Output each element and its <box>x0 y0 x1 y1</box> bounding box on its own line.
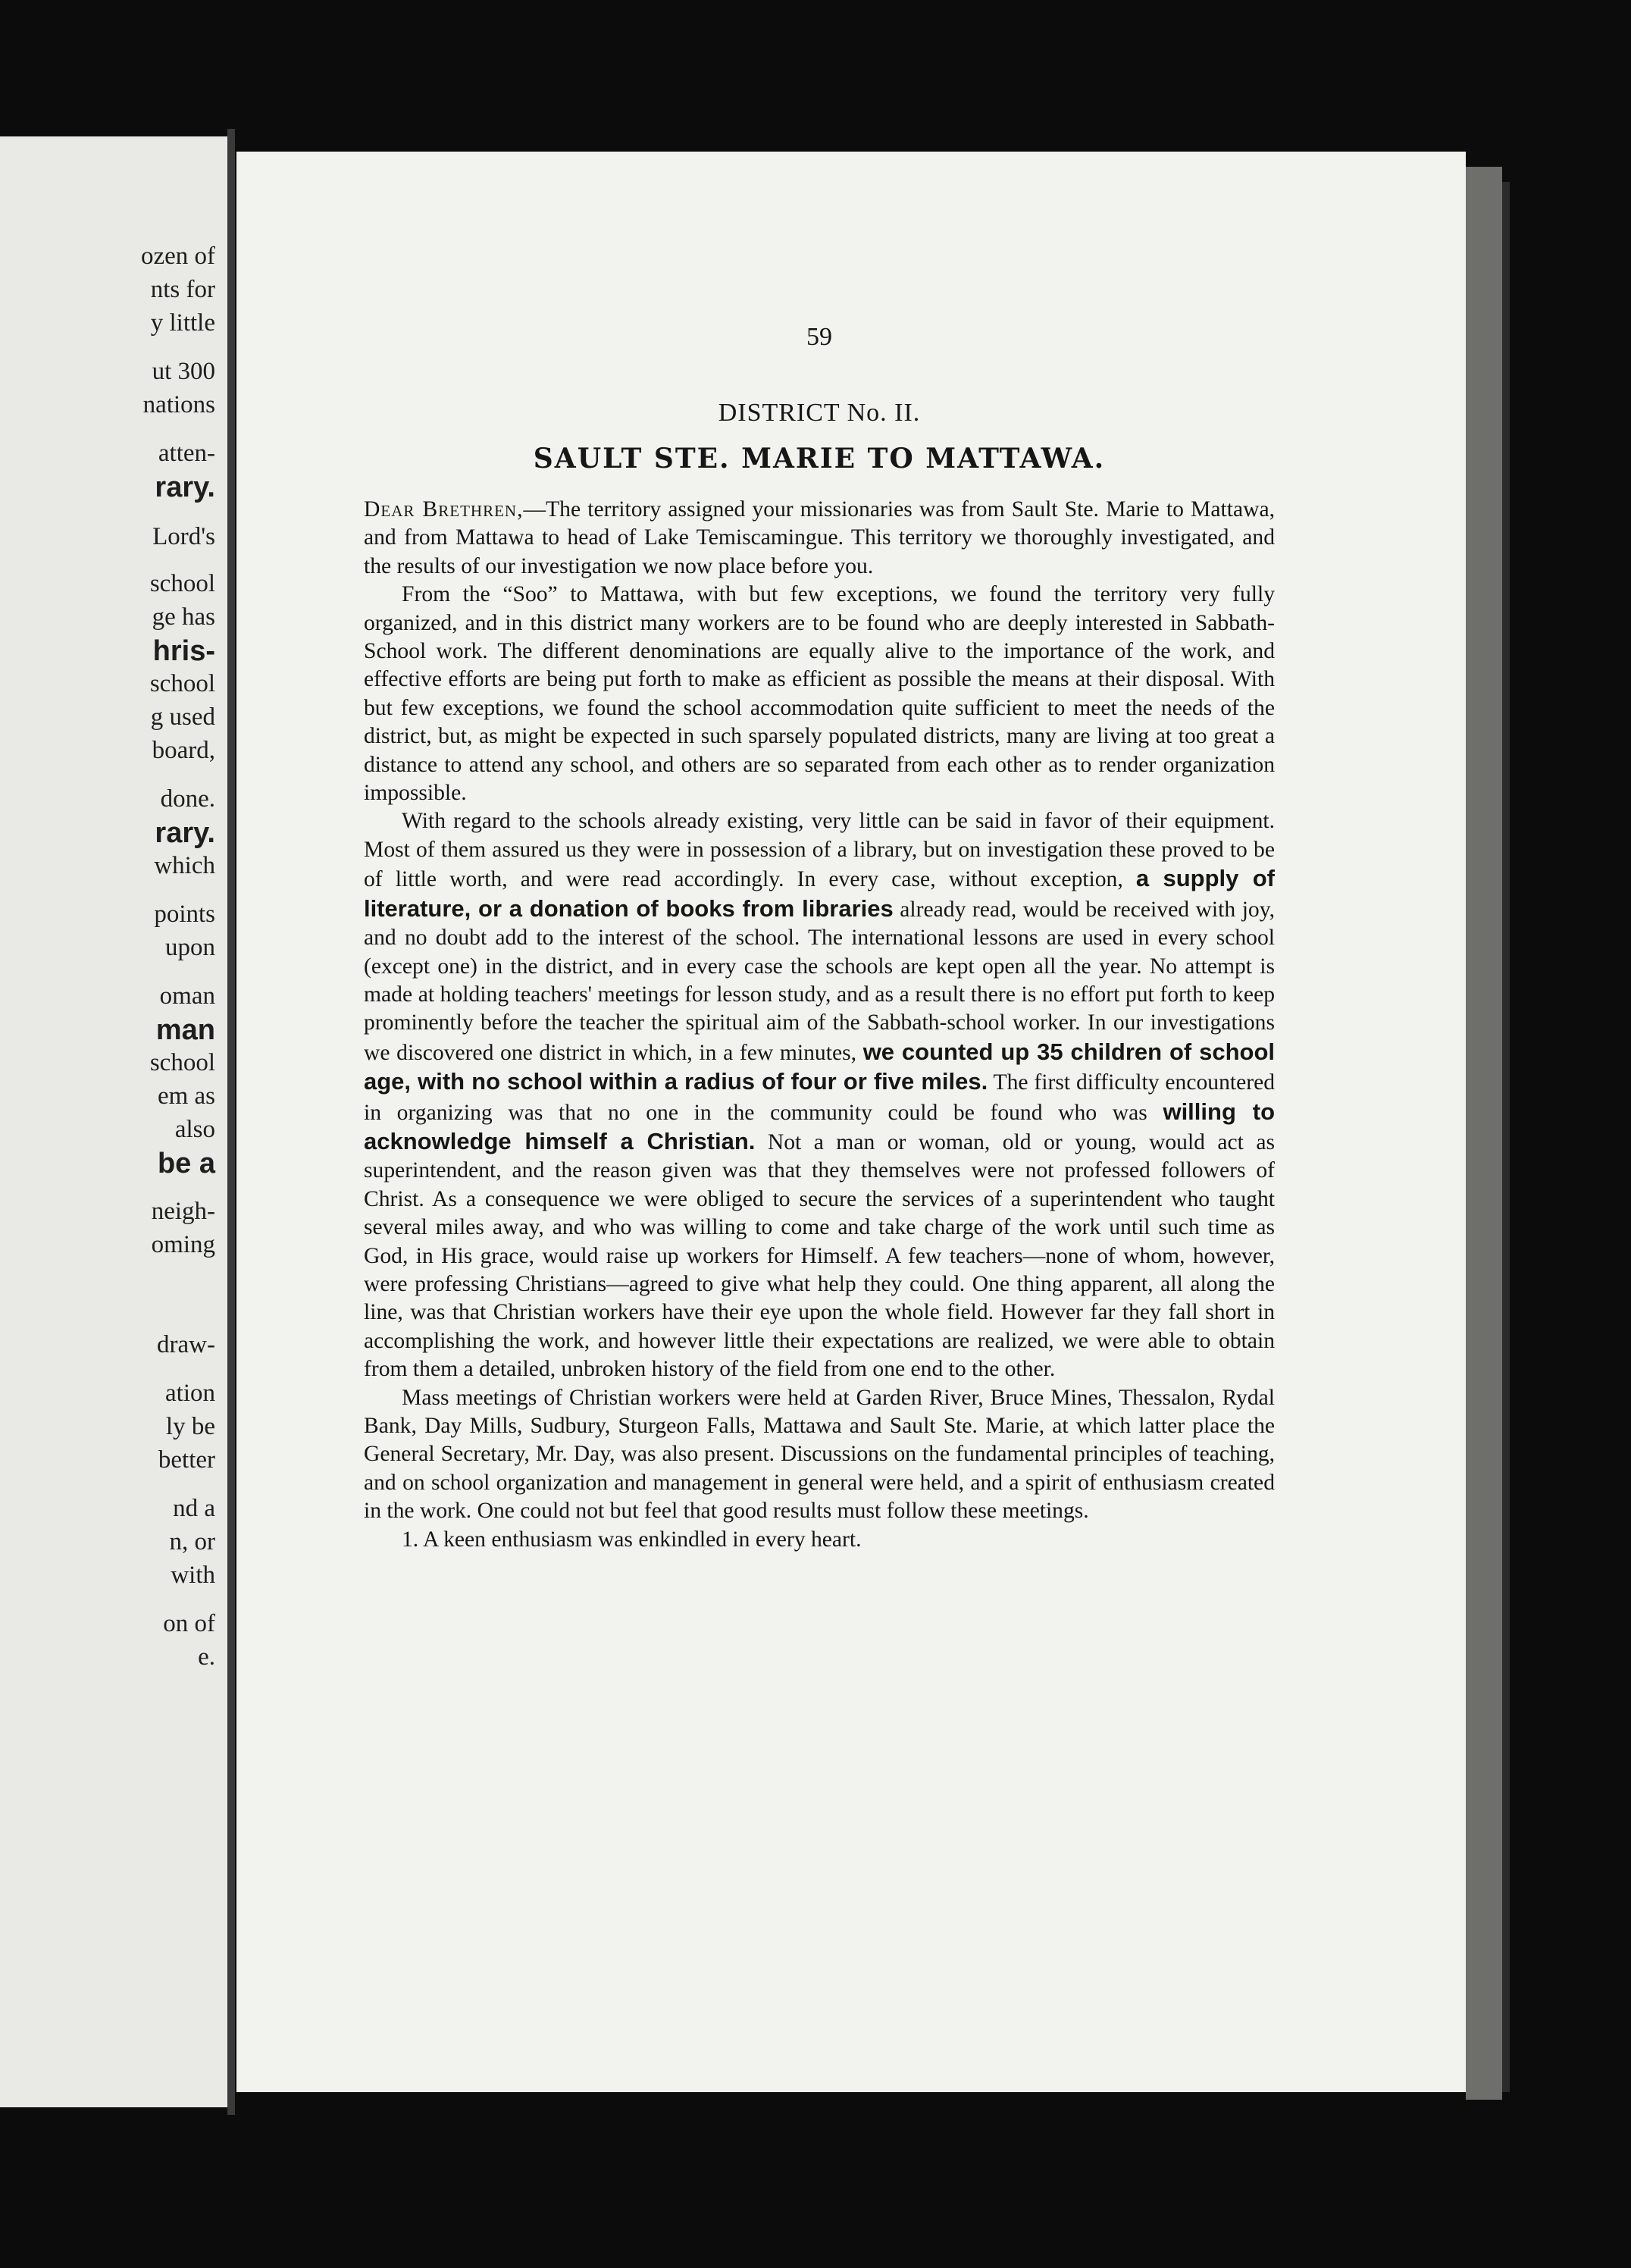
salutation: Dear Brethren, <box>364 497 524 522</box>
left-page-line: man <box>155 1014 215 1046</box>
left-page-line: upon <box>165 934 215 961</box>
left-page-line: em as <box>157 1082 215 1110</box>
list-item-1: 1. A keen enthusiasm was enkindled in every heart. <box>402 1527 862 1552</box>
left-page-line: school <box>149 570 215 597</box>
left-page-line: school <box>149 1049 215 1076</box>
left-page-line: points <box>154 901 215 928</box>
paragraph-3-text-1: With regard to the schools already existing, very little can be said in favor of their equipment. Most of them assured us they were in possession of a library, but on investigation these proved to be of little worth, and were read accordingly. In every case, without exception, <box>364 809 1275 892</box>
paragraph-3 <box>364 807 1275 1383</box>
page-content <box>364 323 1275 1554</box>
left-page-line: ly be <box>165 1413 215 1440</box>
paragraph-2: From the “Soo” to Mattawa, with but few exceptions, we found the territory very fully organized, and in this district many workers are to be found who are deeply interested in Sabbath-School work. The different denominations are equally alive to the importance of the work, and effective efforts are being put forth to make as efficient as possible the means at their disposal. With but few exceptions, we found the school accommodation quite sufficient to meet the needs of the district, but, as might be expected in such sparsely populated districts, many are living at too great a distance to attend any school, and others are so separated from each other as to render organization impossible. <box>364 582 1275 806</box>
emphasis-children: we counted up 35 children of school age, with no school within a radius of four or five miles. <box>364 1038 1275 1095</box>
left-page-line: hris- <box>152 635 215 667</box>
left-page-line: nts for <box>150 276 215 303</box>
left-page-line: draw- <box>157 1331 215 1358</box>
left-page-line: atten- <box>158 440 215 467</box>
left-page-line: ozen of <box>140 243 215 270</box>
left-page-line: better <box>158 1446 215 1474</box>
paragraph-4: Mass meetings of Christian workers were held at Garden River, Bruce Mines, Thessalon, Rydal Bank, Day Mills, Sudbury, Sturgeon Falls, Mattawa and Sault Ste. Marie, at which latter place the General Secretary, Mr. Day, was also present. Discussions on the fundamental principles of teaching, and on school organization and management in general were held, and a spirit of enthusiasm created in the work. One could not but feel that good results must follow these meetings. <box>364 1385 1275 1524</box>
emphasis-christian: willing to acknowledge himself a Christian. <box>364 1098 1276 1154</box>
left-page-line: Lord's <box>152 523 215 550</box>
page-edge-shadow <box>1502 182 1510 2092</box>
left-page-line: rary. <box>155 471 215 503</box>
left-page-line: nd a <box>173 1495 215 1522</box>
left-page-line: board, <box>152 737 215 764</box>
left-page-line: n, or <box>169 1528 215 1555</box>
paragraph-3-text-3: The first difficulty encountered in organizing was that no one in the community could be found who was <box>364 1070 1276 1125</box>
left-page-fragment <box>0 136 227 2107</box>
left-page-line: oming <box>151 1231 215 1258</box>
paragraph-1 <box>364 496 1275 581</box>
paragraph-1-text: —The territory assigned your missionaries was from Sault Ste. Marie to Mattawa, and from Mattawa to head of Lake Temiscamingue. This territory we thoroughly investigated, and the results of our investigation we now place before you. <box>364 497 1275 578</box>
page-number: 59 <box>806 323 832 351</box>
left-page-line: e. <box>198 1643 215 1671</box>
left-page-line: with <box>171 1562 215 1589</box>
paragraph-3-text-4: Not a man or woman, old or young, would act as superintendent, and the reason given was that they themselves were not professed followers of Christ. As a consequence we were obliged to secure the services of a superintendent who taught several miles away, and who was willing to come and take charge of the work until such time as God, in His grace, would raise up workers for Himself. A few teachers—none of whom, however, were professing Christians—agreed to give what help they could. One thing apparent, all along the line, was that Christian workers have their eye upon the whole field. However far they fall short in accomplishing the work, and however little their expectations are realized, we were able to obtain from them a detailed, unbroken history of the field from one end to the other. <box>364 1129 1276 1382</box>
left-page-line: oman <box>159 982 215 1010</box>
district-heading: DISTRICT No. II. <box>718 399 921 427</box>
left-page-line: ut 300 <box>152 358 215 385</box>
paragraph-3-text-2: already read, would be received with joy, and no doubt add to the interest of the school. The international lessons are used in every school (except one) in the district, and in every case the schools are kept open all the year. No attempt is made at holding teachers' meetings for lesson study, and as a result there is no effort put forth to keep prominently before the teacher the spiritual aim of the Sabbath-school worker. In our investigations we discovered one district in which, in a few minutes, <box>364 897 1275 1065</box>
left-page-line: be a <box>157 1148 215 1179</box>
left-page-line: neigh- <box>151 1198 215 1225</box>
left-page-line: school <box>149 670 215 697</box>
left-page-line: done. <box>160 785 215 813</box>
left-page-line: ge has <box>152 603 215 631</box>
left-page-line: on of <box>163 1610 215 1637</box>
page-title: SAULT STE. MARIE TO MATTAWA. <box>533 443 1106 475</box>
left-page-line: which <box>154 852 215 879</box>
page-edge <box>1466 167 1502 2100</box>
book-page <box>236 152 1466 2092</box>
left-page-line: nations <box>142 391 215 418</box>
left-page-line: also <box>174 1116 215 1143</box>
left-page-line: y little <box>150 309 215 337</box>
left-page-line: ation <box>165 1380 215 1407</box>
left-page-line: rary. <box>155 817 215 849</box>
emphasis-literature: a supply of literature, or a donation of books from libraries <box>364 865 1275 922</box>
left-page-line: g used <box>150 703 215 731</box>
book-gutter <box>227 129 235 2115</box>
